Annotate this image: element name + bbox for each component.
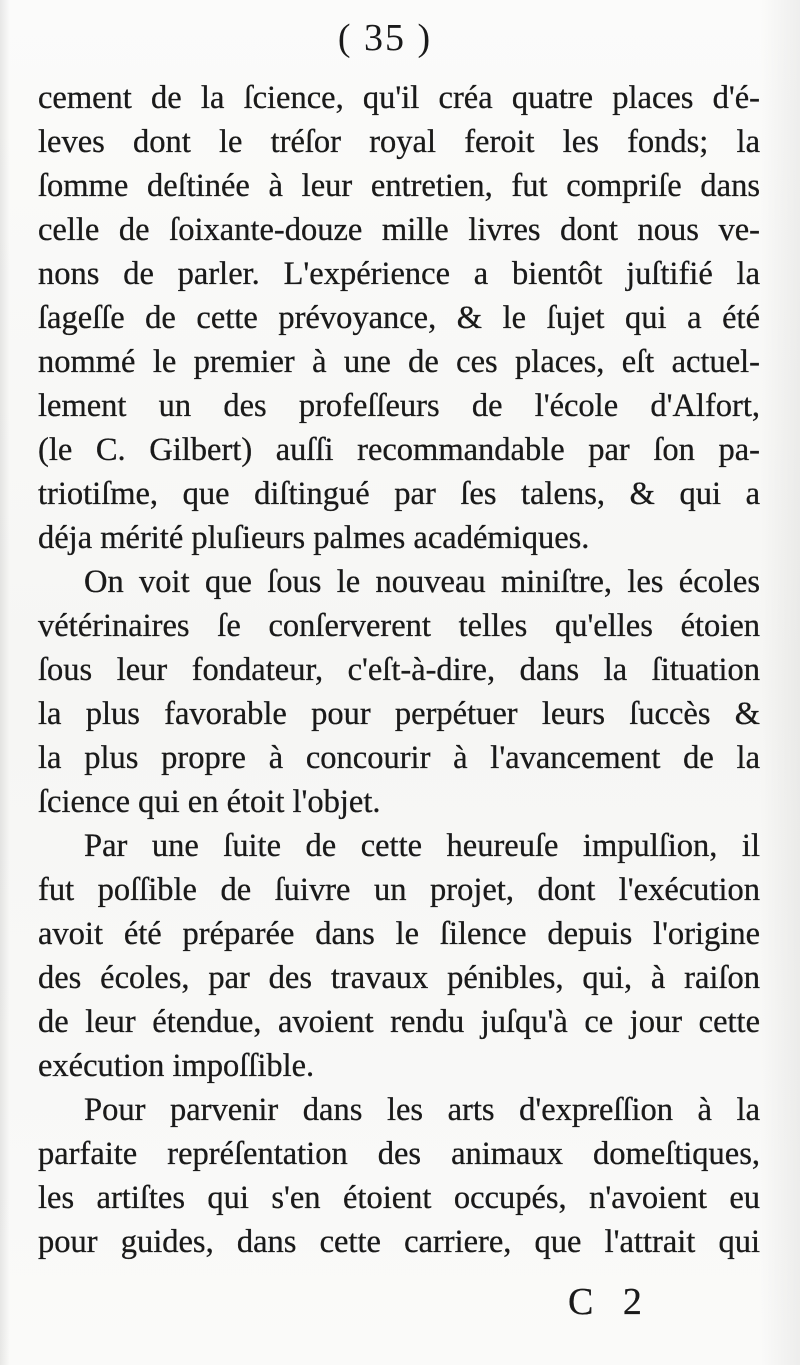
text-line: avoit été préparée dans le ſilence depuis l'origine	[38, 916, 760, 952]
text-line: Par une ſuite de cette heureuſe impulſion, il	[84, 828, 760, 864]
text-line: la plus favorable pour perpétuer leurs ſuccès &	[38, 696, 760, 732]
text-line: cement de la ſcience, qu'il créa quatre places d'é-	[38, 80, 760, 116]
text-line: ſcience qui en étoit l'objet.	[38, 784, 381, 820]
text-line: celle de ſoixante-douze mille livres dont nous ve-	[38, 212, 760, 248]
text-line: déja mérité pluſieurs palmes académiques.	[38, 520, 590, 556]
page-right-bleed-shadow	[760, 0, 800, 1365]
text-line: les artiſtes qui s'en étoient occupés, n'avoient eu	[38, 1180, 760, 1216]
page-left-edge-shadow	[0, 0, 10, 1365]
text-line: parfaite repréſentation des animaux domeſtiques,	[38, 1136, 760, 1172]
text-line: pour guides, dans cette carriere, que l'attrait qui	[38, 1224, 760, 1260]
text-line: des écoles, par des travaux pénibles, qui, à raiſon	[38, 960, 760, 996]
text-line: On voit que ſous le nouveau miniſtre, les écoles	[84, 564, 760, 600]
paragraph	[38, 824, 760, 1088]
text-line: nommé le premier à une de ces places, eſt actuel-	[38, 344, 760, 380]
text-line: ſageſſe de cette prévoyance, & le ſujet qui a été	[38, 300, 760, 336]
text-line: (le C. Gilbert) auſſi recommandable par ſon pa-	[38, 432, 760, 468]
text-line: triotiſme, que diſtingué par ſes talens, & qui a	[38, 476, 760, 512]
text-line: de leur étendue, avoient rendu juſqu'à ce jour cette	[38, 1004, 760, 1040]
page-number: ( 35 )	[337, 17, 433, 59]
paragraph	[38, 1088, 760, 1264]
text-line: leves dont le tréſor royal feroit les fonds; la	[38, 124, 760, 160]
text-line: vétérinaires ſe conſerverent telles qu'elles étoien	[38, 608, 760, 644]
text-line: Pour parvenir dans les arts d'expreſſion à la	[84, 1092, 760, 1128]
body-text	[38, 76, 760, 1264]
text-line: la plus propre à concourir à l'avancement de la	[38, 740, 760, 776]
text-line: exécution impoſſible.	[38, 1048, 315, 1084]
text-line: lement un des profeſſeurs de l'école d'Alfort,	[38, 388, 760, 424]
paragraph	[38, 560, 760, 824]
text-line: nons de parler. L'expérience a bientôt juſtifié la	[38, 256, 760, 292]
paragraph	[38, 76, 760, 560]
text-line: ſomme deſtinée à leur entretien, fut compriſe dans	[38, 168, 760, 204]
signature-mark: C 2	[568, 1281, 652, 1323]
text-line: ſous leur fondateur, c'eſt-à-dire, dans la ſituation	[38, 652, 760, 688]
text-line: fut poſſible de ſuivre un projet, dont l'exécution	[38, 872, 760, 908]
